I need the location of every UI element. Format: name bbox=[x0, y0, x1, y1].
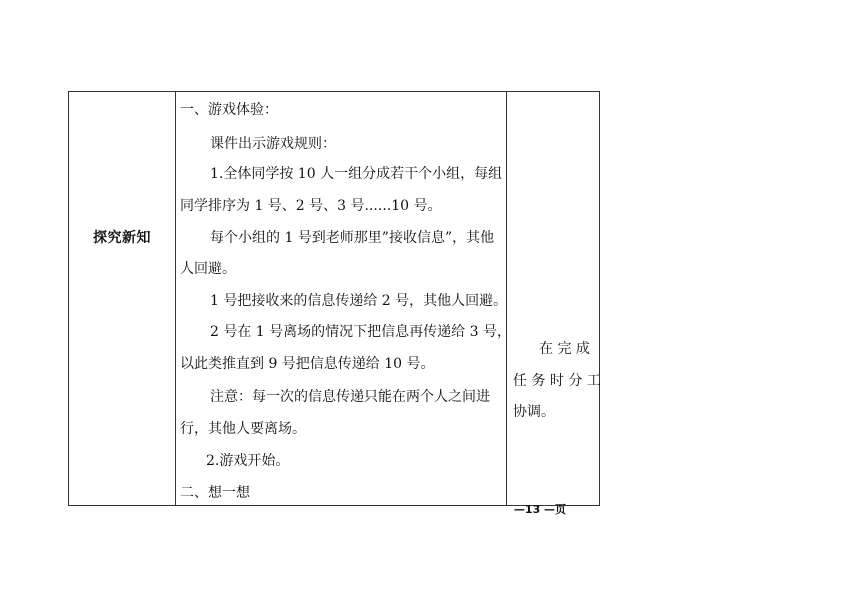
note-line: 任 务 时 分 工 bbox=[513, 373, 601, 389]
content-line: 二、想一想 bbox=[180, 485, 250, 501]
content-line: 课件出示游戏规则： bbox=[210, 136, 336, 152]
content-line: 每个小组的 1 号到老师那里”接收信息”，其他 bbox=[210, 230, 495, 246]
content-line: 一、游戏体验： bbox=[180, 102, 278, 118]
page-number: —13 —页 bbox=[513, 503, 567, 516]
content-line: 注意：每一次的信息传递只能在两个人之间进 bbox=[210, 389, 490, 405]
content-line: 行，其他人要离场。 bbox=[180, 421, 306, 437]
content-line: 同学排序为 1 号、2 号、3 号......10 号。 bbox=[180, 198, 442, 214]
content-line: 1 号把接收来的信息传递给 2 号，其他人回避。 bbox=[210, 293, 508, 309]
section-label: 探究新知 bbox=[93, 230, 151, 246]
note-line: 在 完 成 bbox=[539, 341, 590, 357]
content-line: 以此类推直到 9 号把信息传递给 10 号。 bbox=[180, 356, 435, 372]
note-cell bbox=[507, 92, 600, 505]
section-cell bbox=[69, 92, 175, 505]
lesson-table bbox=[68, 91, 600, 506]
content-line: 2.游戏开始。 bbox=[206, 453, 290, 469]
content-line: 人回避。 bbox=[180, 261, 236, 277]
note-line: 协调。 bbox=[513, 404, 555, 420]
content-line: 2 号在 1 号离场的情况下把信息再传递给 3 号， bbox=[210, 324, 511, 340]
content-cell bbox=[176, 92, 511, 505]
content-line: 1.全体同学按 10 人一组分成若干个小组，每组 bbox=[210, 166, 503, 182]
